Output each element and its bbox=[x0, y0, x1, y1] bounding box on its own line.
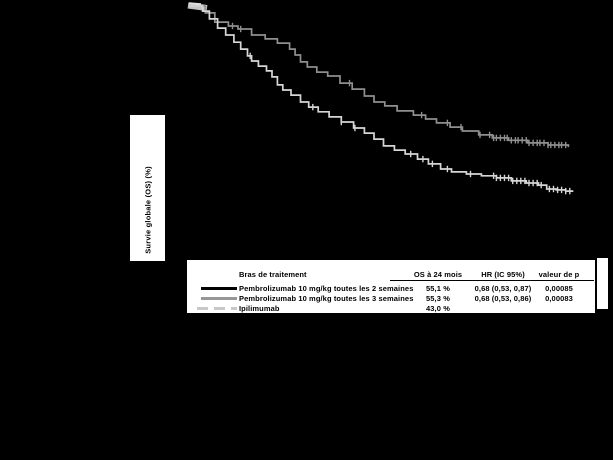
arm-label: Ipilimumab bbox=[239, 304, 280, 313]
p-value: 0,00085 bbox=[545, 284, 573, 293]
table-row-pembrolizumab-q2w bbox=[187, 284, 595, 293]
os-value: 55,1 % bbox=[426, 284, 450, 293]
os-value: 55,3 % bbox=[426, 294, 450, 303]
km-curve-1 bbox=[189, 6, 573, 194]
y-axis-label-box bbox=[130, 115, 165, 261]
table-row-pembrolizumab-q3w bbox=[187, 294, 595, 303]
arm-label: Pembrolizumab 10 mg/kg toutes les 2 semaines bbox=[239, 284, 414, 293]
header-os-24-months: OS à 24 mois bbox=[413, 270, 463, 279]
legend-line-solid-gray-icon bbox=[201, 297, 237, 300]
hr-value: 0,68 (0,53, 0,86) bbox=[474, 294, 532, 303]
table-header-row bbox=[187, 270, 595, 279]
start-cluster-highlight bbox=[189, 3, 201, 4]
km-curve-0 bbox=[189, 6, 568, 148]
legend-line-dashed-icon bbox=[197, 307, 237, 310]
header-underline bbox=[390, 280, 594, 281]
p-value: 0,00083 bbox=[545, 294, 573, 303]
table-row-ipilimumab bbox=[187, 304, 595, 313]
results-table bbox=[187, 260, 595, 313]
header-arm: Bras de traitement bbox=[239, 270, 307, 279]
km-curve-line bbox=[189, 6, 568, 147]
hr-value: 0,68 (0,53, 0,87) bbox=[474, 284, 532, 293]
header-hazard-ratio: HR (IC 95%) bbox=[481, 270, 525, 279]
km-curve-line bbox=[189, 6, 573, 192]
table-right-strip bbox=[597, 258, 608, 309]
y-axis-label: Survie globale (OS) (%) bbox=[143, 166, 152, 254]
header-p-value: valeur de p bbox=[538, 270, 580, 279]
arm-label: Pembrolizumab 10 mg/kg toutes les 3 semaines bbox=[239, 294, 414, 303]
os-value: 43,0 % bbox=[426, 304, 450, 313]
legend-line-solid-black-icon bbox=[201, 287, 237, 290]
